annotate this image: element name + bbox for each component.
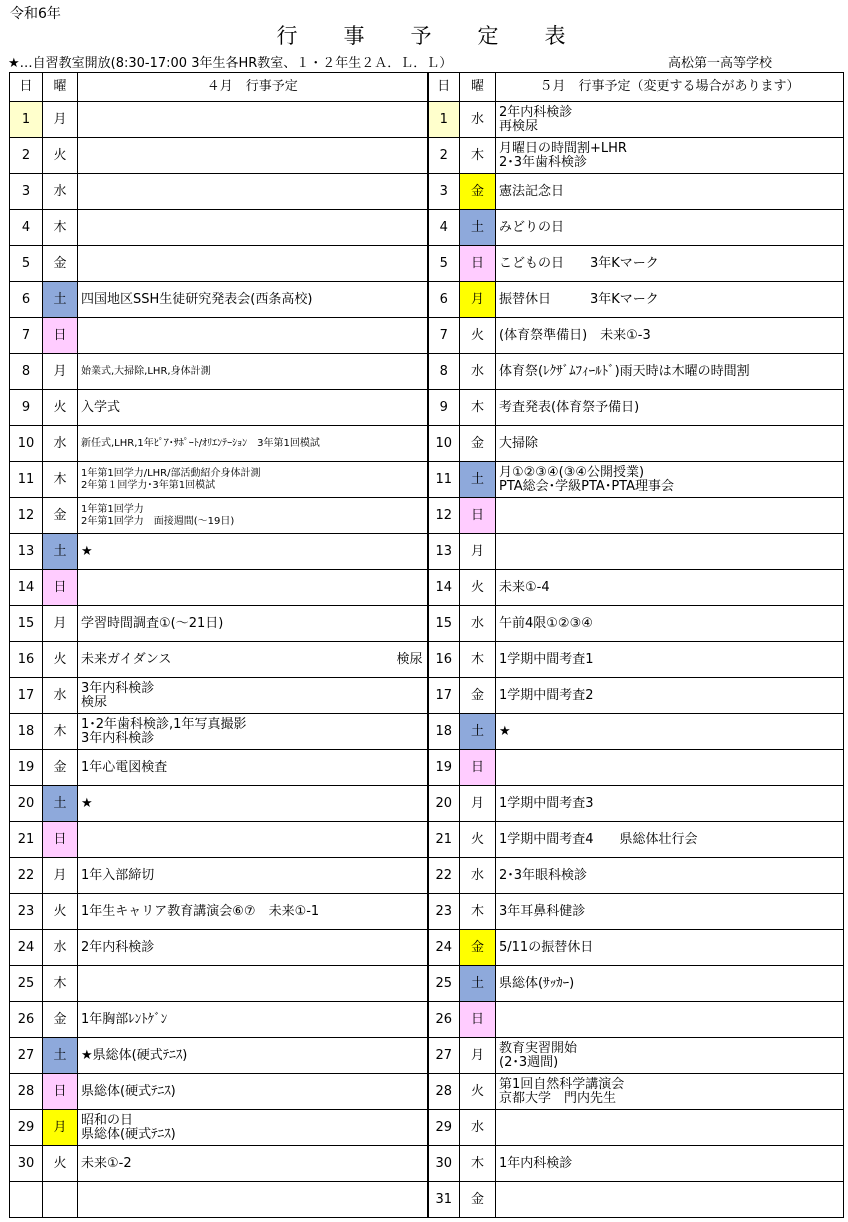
event-text-line2: 2年第１回学力･3年第1回模試 — [81, 479, 216, 491]
event-text: 教育実習開始 — [499, 1040, 578, 1056]
may-day-cell: 29 — [428, 1110, 460, 1146]
april-weekday-cell: 金 — [43, 498, 78, 534]
may-weekday-cell: 土 — [460, 462, 496, 498]
april-weekday-cell: 木 — [43, 210, 78, 246]
april-weekday-header: 曜 — [43, 73, 78, 102]
may-event-cell — [496, 354, 844, 390]
page-title: 行事予定表 — [276, 24, 612, 48]
schedule-body — [10, 102, 844, 1218]
april-event-cell — [78, 678, 428, 714]
april-event-cell — [78, 390, 428, 426]
event-text: 3年内科検診 — [81, 680, 155, 696]
event-text: 始業式,大掃除,LHR,身体計測 — [81, 365, 211, 377]
may-weekday-cell: 木 — [460, 138, 496, 174]
april-day-cell: 29 — [10, 1110, 43, 1146]
april-weekday-cell: 土 — [43, 534, 78, 570]
april-event-cell — [78, 750, 428, 786]
april-day-cell: 24 — [10, 930, 43, 966]
may-weekday-cell: 火 — [460, 1074, 496, 1110]
table-row — [10, 462, 844, 498]
may-event-cell — [496, 1074, 844, 1110]
may-day-cell: 17 — [428, 678, 460, 714]
may-weekday-cell: 日 — [460, 498, 496, 534]
april-event-cell — [78, 1038, 428, 1074]
table-row — [10, 570, 844, 606]
may-event-cell — [496, 1146, 844, 1182]
event-text: 県総体(ｻｯｶｰ) — [499, 975, 575, 991]
april-event-cell — [78, 498, 428, 534]
event-text: 新任式,LHR,1年ﾋﾟｱ･ｻﾎﾟｰﾄ/ｵﾘｴﾝﾃｰｼｮﾝ 3年第1回模試 — [81, 437, 320, 449]
event-text: 体育祭(ﾚｸｻﾞﾑﾌｨｰﾙﾄﾞ)雨天時は木曜の時間割 — [499, 363, 750, 379]
may-event-cell — [496, 1110, 844, 1146]
may-weekday-cell: 月 — [460, 534, 496, 570]
table-row — [10, 102, 844, 138]
table-row — [10, 1038, 844, 1074]
table-row — [10, 318, 844, 354]
april-weekday-cell: 水 — [43, 174, 78, 210]
may-event-cell — [496, 858, 844, 894]
april-weekday-cell: 日 — [43, 822, 78, 858]
may-event-cell — [496, 822, 844, 858]
may-event-cell — [496, 1182, 844, 1218]
april-event-cell — [78, 282, 428, 318]
may-event-cell — [496, 786, 844, 822]
april-weekday-cell: 土 — [43, 282, 78, 318]
april-day-cell: 10 — [10, 426, 43, 462]
april-event-cell — [78, 714, 428, 750]
april-day-cell: 15 — [10, 606, 43, 642]
table-row — [10, 1002, 844, 1038]
april-day-cell: 25 — [10, 966, 43, 1002]
april-day-cell: 11 — [10, 462, 43, 498]
may-day-cell: 16 — [428, 642, 460, 678]
legend-note: ★…自習教室開放(8:30-17:00 3年生各HR教室、１・２年生２Ａ．Ｌ．Ｌ） — [8, 56, 453, 71]
event-text: 2･3年眼科検診 — [499, 867, 588, 883]
event-text: 第1回自然科学講演会 — [499, 1076, 625, 1092]
table-row — [10, 858, 844, 894]
event-text: こどもの日 3年Kマーク — [499, 255, 659, 271]
event-text-line2: PTA総会･学級PTA･PTA理事会 — [499, 478, 674, 494]
event-text-line2: 2年第1回学力 面接週間(～19日) — [81, 515, 235, 527]
april-day-cell: 5 — [10, 246, 43, 282]
may-day-cell: 19 — [428, 750, 460, 786]
april-day-cell: 2 — [10, 138, 43, 174]
april-weekday-cell: 木 — [43, 714, 78, 750]
april-weekday-cell: 月 — [43, 354, 78, 390]
april-day-cell: 20 — [10, 786, 43, 822]
may-event-cell — [496, 426, 844, 462]
may-event-cell — [496, 318, 844, 354]
may-event-cell — [496, 246, 844, 282]
table-row — [10, 786, 844, 822]
may-weekday-cell: 日 — [460, 750, 496, 786]
may-day-cell: 6 — [428, 282, 460, 318]
event-text: 1･2年歯科検診,1年写真撮影 — [81, 716, 247, 732]
may-event-cell — [496, 210, 844, 246]
event-text: ★ — [499, 723, 511, 739]
april-day-cell: 26 — [10, 1002, 43, 1038]
event-text: 未来①-2 — [81, 1155, 132, 1171]
may-weekday-cell: 土 — [460, 210, 496, 246]
may-day-cell: 12 — [428, 498, 460, 534]
may-weekday-cell: 木 — [460, 642, 496, 678]
april-day-header: 日 — [10, 73, 43, 102]
table-row — [10, 750, 844, 786]
event-text: 大掃除 — [499, 435, 539, 451]
may-day-cell: 15 — [428, 606, 460, 642]
table-row — [10, 822, 844, 858]
may-day-cell: 23 — [428, 894, 460, 930]
april-event-cell — [78, 822, 428, 858]
april-weekday-cell: 火 — [43, 1146, 78, 1182]
event-text: (体育祭準備日) 未来①-3 — [499, 327, 651, 343]
may-day-cell: 4 — [428, 210, 460, 246]
may-day-cell: 14 — [428, 570, 460, 606]
may-weekday-cell: 月 — [460, 282, 496, 318]
april-weekday-cell: 日 — [43, 1074, 78, 1110]
may-day-cell: 9 — [428, 390, 460, 426]
april-event-cell — [78, 174, 428, 210]
event-text: 2年内科検診 — [81, 939, 155, 955]
april-event-cell — [78, 858, 428, 894]
table-row — [10, 678, 844, 714]
april-day-cell: 8 — [10, 354, 43, 390]
may-weekday-cell: 火 — [460, 570, 496, 606]
may-weekday-cell: 水 — [460, 858, 496, 894]
april-event-cell — [78, 894, 428, 930]
april-weekday-cell: 月 — [43, 102, 78, 138]
event-text-line2: 2･3年歯科検診 — [499, 154, 588, 170]
may-day-cell: 11 — [428, 462, 460, 498]
april-event-cell — [78, 138, 428, 174]
april-day-cell — [10, 1182, 43, 1218]
april-day-cell: 17 — [10, 678, 43, 714]
april-day-cell: 18 — [10, 714, 43, 750]
may-event-cell — [496, 102, 844, 138]
event-text: 3年耳鼻科健診 — [499, 903, 586, 919]
april-event-cell — [78, 570, 428, 606]
april-day-cell: 6 — [10, 282, 43, 318]
school-name: 高松第一高等学校 — [668, 56, 773, 71]
april-day-cell: 13 — [10, 534, 43, 570]
may-event-cell — [496, 390, 844, 426]
april-event-cell — [78, 606, 428, 642]
may-day-cell: 27 — [428, 1038, 460, 1074]
table-row — [10, 1146, 844, 1182]
may-weekday-header: 曜 — [460, 73, 496, 102]
may-event-cell — [496, 606, 844, 642]
may-day-cell: 3 — [428, 174, 460, 210]
april-event-cell — [78, 102, 428, 138]
april-day-cell: 16 — [10, 642, 43, 678]
april-event-cell — [78, 1002, 428, 1038]
april-event-cell — [78, 246, 428, 282]
event-text: 5/11の振替休日 — [499, 939, 594, 955]
april-day-cell: 22 — [10, 858, 43, 894]
event-text: 1学期中間考査1 — [499, 651, 594, 667]
april-weekday-cell — [43, 1182, 78, 1218]
table-row — [10, 390, 844, 426]
may-weekday-cell: 水 — [460, 102, 496, 138]
may-weekday-cell: 木 — [460, 390, 496, 426]
april-event-cell — [78, 210, 428, 246]
april-weekday-cell: 金 — [43, 1002, 78, 1038]
table-row — [10, 354, 844, 390]
may-weekday-cell: 金 — [460, 174, 496, 210]
event-text: 未来ガイダンス — [81, 651, 172, 667]
april-day-cell: 21 — [10, 822, 43, 858]
event-text: 振替休日 3年Kマーク — [499, 291, 659, 307]
may-day-cell: 22 — [428, 858, 460, 894]
may-event-cell — [496, 534, 844, 570]
event-text: 県総体(硬式ﾃﾆｽ) — [81, 1083, 176, 1099]
table-row — [10, 606, 844, 642]
may-weekday-cell: 水 — [460, 606, 496, 642]
event-text-line2: 県総体(硬式ﾃﾆｽ) — [81, 1126, 176, 1142]
april-weekday-cell: 日 — [43, 570, 78, 606]
april-weekday-cell: 月 — [43, 858, 78, 894]
april-event-cell — [78, 426, 428, 462]
may-day-cell: 20 — [428, 786, 460, 822]
may-weekday-cell: 土 — [460, 966, 496, 1002]
table-row — [10, 966, 844, 1002]
may-day-cell: 30 — [428, 1146, 460, 1182]
table-row — [10, 1182, 844, 1218]
table-row — [10, 246, 844, 282]
april-day-cell: 9 — [10, 390, 43, 426]
may-weekday-cell: 日 — [460, 246, 496, 282]
april-title-header: ４月 行事予定 — [78, 73, 428, 102]
may-day-cell: 26 — [428, 1002, 460, 1038]
may-event-cell — [496, 966, 844, 1002]
event-text: 憲法記念日 — [499, 183, 565, 199]
header-row — [10, 73, 844, 102]
event-text: 1年胸部ﾚﾝﾄｹﾞﾝ — [81, 1011, 168, 1027]
event-text: ★ — [81, 543, 93, 559]
may-weekday-cell: 日 — [460, 1002, 496, 1038]
may-event-cell — [496, 498, 844, 534]
event-text-line2: (2･3週間) — [499, 1054, 559, 1070]
may-event-cell — [496, 714, 844, 750]
table-row — [10, 894, 844, 930]
april-weekday-cell: 水 — [43, 930, 78, 966]
table-row — [10, 498, 844, 534]
may-day-cell: 31 — [428, 1182, 460, 1218]
event-text: 月①②③④(③④公開授業) — [499, 464, 645, 480]
event-text: 午前4限①②③④ — [499, 615, 593, 631]
schedule-table — [9, 72, 844, 1218]
april-weekday-cell: 木 — [43, 966, 78, 1002]
april-weekday-cell: 水 — [43, 426, 78, 462]
event-text: 月曜日の時間割+LHR — [499, 140, 627, 156]
table-row — [10, 210, 844, 246]
table-row — [10, 138, 844, 174]
event-text: 考査発表(体育祭予備日) — [499, 399, 640, 415]
event-text: 1年心電図検査 — [81, 759, 168, 775]
april-weekday-cell: 火 — [43, 138, 78, 174]
event-text: 1年入部締切 — [81, 867, 155, 883]
may-event-cell — [496, 750, 844, 786]
may-day-cell: 21 — [428, 822, 460, 858]
may-event-cell — [496, 678, 844, 714]
april-day-cell: 23 — [10, 894, 43, 930]
april-day-cell: 30 — [10, 1146, 43, 1182]
april-event-cell — [78, 930, 428, 966]
april-event-cell — [78, 318, 428, 354]
may-day-cell: 8 — [428, 354, 460, 390]
may-day-cell: 7 — [428, 318, 460, 354]
may-event-cell — [496, 138, 844, 174]
april-day-cell: 4 — [10, 210, 43, 246]
event-text: 学習時間調査①(～21日) — [81, 615, 224, 631]
april-weekday-cell: 月 — [43, 1110, 78, 1146]
may-weekday-cell: 金 — [460, 1182, 496, 1218]
event-note-right: 検尿 — [396, 651, 423, 667]
event-text: 1学期中間考査4 県総体壮行会 — [499, 831, 698, 847]
april-weekday-cell: 金 — [43, 246, 78, 282]
may-event-cell — [496, 894, 844, 930]
april-weekday-cell: 木 — [43, 462, 78, 498]
event-text: 入学式 — [81, 399, 121, 415]
event-text: ★県総体(硬式ﾃﾆｽ) — [81, 1047, 188, 1063]
april-day-cell: 19 — [10, 750, 43, 786]
may-event-cell — [496, 282, 844, 318]
event-text-line2: 京都大学 門内先生 — [499, 1090, 617, 1106]
april-event-cell — [78, 1110, 428, 1146]
april-weekday-cell: 金 — [43, 750, 78, 786]
may-weekday-cell: 月 — [460, 1038, 496, 1074]
may-day-cell: 18 — [428, 714, 460, 750]
era-label: 令和6年 — [10, 6, 61, 22]
may-event-cell — [496, 1002, 844, 1038]
april-weekday-cell: 日 — [43, 318, 78, 354]
may-weekday-cell: 金 — [460, 930, 496, 966]
april-event-cell — [78, 786, 428, 822]
table-row — [10, 534, 844, 570]
april-weekday-cell: 火 — [43, 390, 78, 426]
may-weekday-cell: 水 — [460, 1110, 496, 1146]
may-weekday-cell: 月 — [460, 786, 496, 822]
april-event-cell — [78, 462, 428, 498]
may-weekday-cell: 火 — [460, 822, 496, 858]
event-text-line2: 再検尿 — [499, 118, 539, 134]
table-row — [10, 1110, 844, 1146]
table-row — [10, 714, 844, 750]
table-row — [10, 282, 844, 318]
april-day-cell: 27 — [10, 1038, 43, 1074]
april-event-cell — [78, 1182, 428, 1218]
may-day-cell: 10 — [428, 426, 460, 462]
event-text: 1学期中間考査2 — [499, 687, 594, 703]
event-text: 1年第1回学力/LHR/部活動紹介身体計測 — [81, 467, 261, 479]
april-weekday-cell: 火 — [43, 894, 78, 930]
may-event-cell — [496, 1038, 844, 1074]
event-text: 1学期中間考査3 — [499, 795, 594, 811]
event-text-line2: 3年内科検診 — [81, 730, 155, 746]
may-day-header: 日 — [428, 73, 460, 102]
april-day-cell: 28 — [10, 1074, 43, 1110]
may-weekday-cell: 木 — [460, 894, 496, 930]
event-text: 未来①-4 — [499, 579, 550, 595]
may-event-cell — [496, 462, 844, 498]
table-row — [10, 930, 844, 966]
april-day-cell: 7 — [10, 318, 43, 354]
april-day-cell: 1 — [10, 102, 43, 138]
may-day-cell: 25 — [428, 966, 460, 1002]
event-text: 昭和の日 — [81, 1112, 134, 1128]
may-event-cell — [496, 930, 844, 966]
event-text: 四国地区SSH生徒研究発表会(西条高校) — [81, 291, 313, 307]
table-row — [10, 642, 844, 678]
table-row — [10, 426, 844, 462]
may-weekday-cell: 土 — [460, 714, 496, 750]
april-day-cell: 3 — [10, 174, 43, 210]
event-text: 1年生キャリア教育講演会⑥⑦ 未来①-1 — [81, 903, 320, 919]
may-day-cell: 24 — [428, 930, 460, 966]
may-weekday-cell: 水 — [460, 354, 496, 390]
may-weekday-cell: 金 — [460, 678, 496, 714]
may-event-cell — [496, 174, 844, 210]
event-text: 2年内科検診 — [499, 104, 573, 120]
may-title-header: ５月 行事予定（変更する場合があります） — [496, 73, 844, 102]
may-day-cell: 28 — [428, 1074, 460, 1110]
may-day-cell: 2 — [428, 138, 460, 174]
table-row — [10, 1074, 844, 1110]
event-text: 1年第1回学力 — [81, 503, 144, 515]
april-event-cell — [78, 642, 428, 678]
april-event-cell — [78, 354, 428, 390]
april-weekday-cell: 月 — [43, 606, 78, 642]
april-event-cell — [78, 534, 428, 570]
april-event-cell — [78, 1146, 428, 1182]
event-text: みどりの日 — [499, 219, 565, 235]
table-row — [10, 174, 844, 210]
may-event-cell — [496, 642, 844, 678]
may-event-cell — [496, 570, 844, 606]
event-text: 1年内科検診 — [499, 1155, 573, 1171]
may-day-cell: 13 — [428, 534, 460, 570]
may-day-cell: 1 — [428, 102, 460, 138]
april-event-cell — [78, 966, 428, 1002]
april-weekday-cell: 火 — [43, 642, 78, 678]
may-day-cell: 5 — [428, 246, 460, 282]
april-weekday-cell: 土 — [43, 786, 78, 822]
april-day-cell: 14 — [10, 570, 43, 606]
event-text-line2: 検尿 — [81, 694, 108, 710]
may-weekday-cell: 火 — [460, 318, 496, 354]
may-weekday-cell: 金 — [460, 426, 496, 462]
april-weekday-cell: 土 — [43, 1038, 78, 1074]
april-day-cell: 12 — [10, 498, 43, 534]
april-weekday-cell: 水 — [43, 678, 78, 714]
may-weekday-cell: 木 — [460, 1146, 496, 1182]
event-text: ★ — [81, 795, 93, 811]
april-event-cell — [78, 1074, 428, 1110]
